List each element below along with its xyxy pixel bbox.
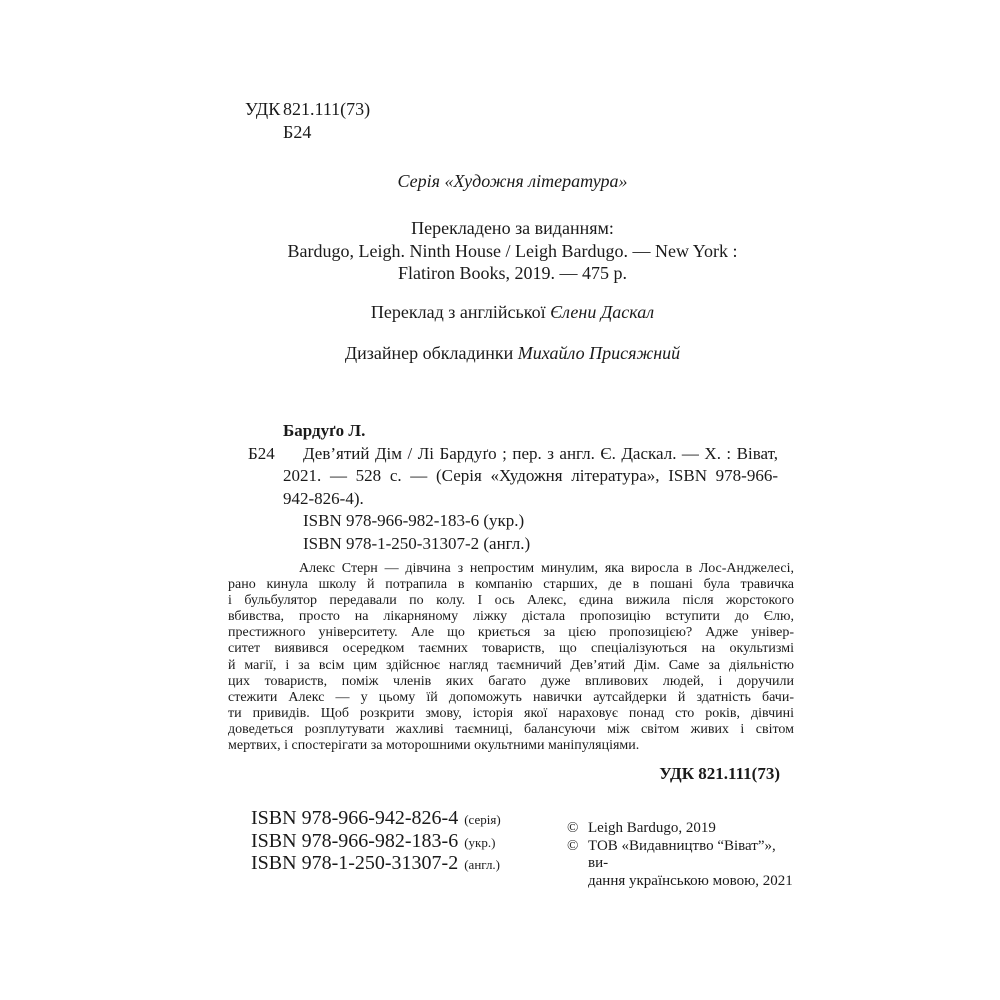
catalog-code: Б24 <box>248 443 275 463</box>
copyright-icon: © <box>567 837 579 854</box>
designer-line <box>220 343 805 364</box>
isbn-number: ISBN 978-1-250-31307-2 <box>251 852 459 875</box>
annotation-line: цих товариств, поміж членів яких багато дуже впливових людей, і доручили <box>228 673 794 689</box>
copyright-text: ТОВ «Видавництво “Віват”», ви- <box>588 837 776 872</box>
annotation-paragraph <box>228 561 794 754</box>
annotation-line: доведеться розплутувати жахливі таємниці, балансуючи між світом живих і світом <box>228 721 794 737</box>
annotation-line: і бульбулятор передавали по колу. І ось Алекс, єдина вижила після жорстокого <box>228 593 794 609</box>
annotation-line: вбивства, просто на лікарняному ліжку дістала пропозицію вступити до Єлю, <box>228 609 794 625</box>
udc-label: УДК <box>245 99 281 119</box>
source-edition-line1: Bardugo, Leigh. Ninth House / Leigh Bardugo. — New York : <box>287 240 738 261</box>
translated-from-block <box>220 217 805 285</box>
isbn-number: ISBN 978-966-942-826-4 <box>251 807 459 829</box>
catalog-entry-line: Дев’ятий Дім / Лі Бардуґо ; пер. з англ. Є. Даскал. — Х. : Віват, <box>303 443 778 463</box>
udc-value: 821.111(73) <box>283 99 371 119</box>
isbn-number: ISBN 978-966-982-183-6 <box>251 829 459 852</box>
copyright-icon: © <box>567 820 579 836</box>
catalog-isbn-ukr: ISBN 978-966-982-183-6 (укр.) <box>303 511 525 530</box>
source-edition-line2: Flatiron Books, 2019. — 475 p. <box>397 263 627 283</box>
udc-top-block <box>245 98 370 144</box>
translator-prefix: Переклад з англійської <box>370 302 551 322</box>
catalog-entry-text <box>283 443 778 511</box>
copyright-text: Leigh Bardugo, 2019 <box>588 820 716 836</box>
translated-from-heading: Перекладено за виданням: <box>411 218 614 238</box>
annotation-line: рано кинула школу й потрапила в компанію старших, де в пошані була травичка <box>228 577 794 593</box>
annotation-line: мертвих, і спостерігати за моторошними окультними маніпуляціями. <box>228 738 640 754</box>
annotation-line: престижного університету. Але що криється за цією пропозицією? Адже універ- <box>228 625 794 641</box>
isbn-block <box>251 808 501 876</box>
annotation-line: ситет виявився осередком таємних товариств, що спеціалізуються на окультизмі <box>228 641 794 657</box>
annotation-line: стежити Алекс — у цьому їй допоможуть навички аутсайдерки й здатність бачи- <box>228 689 794 705</box>
series-line: Серія «Художня література» <box>397 171 628 191</box>
copyright-text-continuation: дання українською мовою, 2021 <box>588 872 793 889</box>
isbn-qualifier: (англ.) <box>464 857 501 873</box>
designer-name: Михайло Присяжний <box>517 343 681 363</box>
copyright-entry <box>567 838 797 873</box>
author-code: Б24 <box>283 122 312 142</box>
catalog-entry <box>248 443 778 511</box>
copyright-block <box>567 820 797 890</box>
isbn-qualifier: (укр.) <box>464 834 496 850</box>
isbn-line-eng <box>251 853 501 876</box>
copyright-entry <box>567 820 797 838</box>
udc-bottom: УДК 821.111(73) <box>659 764 780 783</box>
isbn-line-ukr <box>251 831 501 854</box>
isbn-line-series <box>251 808 501 831</box>
designer-prefix: Дизайнер обкладинки <box>344 343 518 363</box>
annotation-line: ти привидів. Щоб розкрити змову, історія якої нараховує понад сто років, дівчині <box>228 705 794 721</box>
catalog-isbn-eng: ISBN 978-1-250-31307-2 (англ.) <box>303 533 531 553</box>
catalog-author: Бардуґо Л. <box>283 421 366 440</box>
catalog-card <box>248 420 778 555</box>
catalog-entry-line: 942-826-4). <box>283 488 364 508</box>
annotation-line: Алекс Стерн — дівчина з непростим минулим, яка виросла в Лос-Анджелесі, <box>299 561 794 576</box>
translator-line <box>220 302 805 323</box>
isbn-qualifier: (серія) <box>464 812 501 827</box>
translator-name: Єлени Даскал <box>550 302 655 322</box>
annotation-line: й магії, і за всім цим здійснює нагляд таємничий Дев’ятий Дім. Саме за діяльністю <box>228 657 794 673</box>
catalog-entry-line: 2021. — 528 с. — (Серія «Художня література», ISBN 978-966- <box>283 466 778 485</box>
